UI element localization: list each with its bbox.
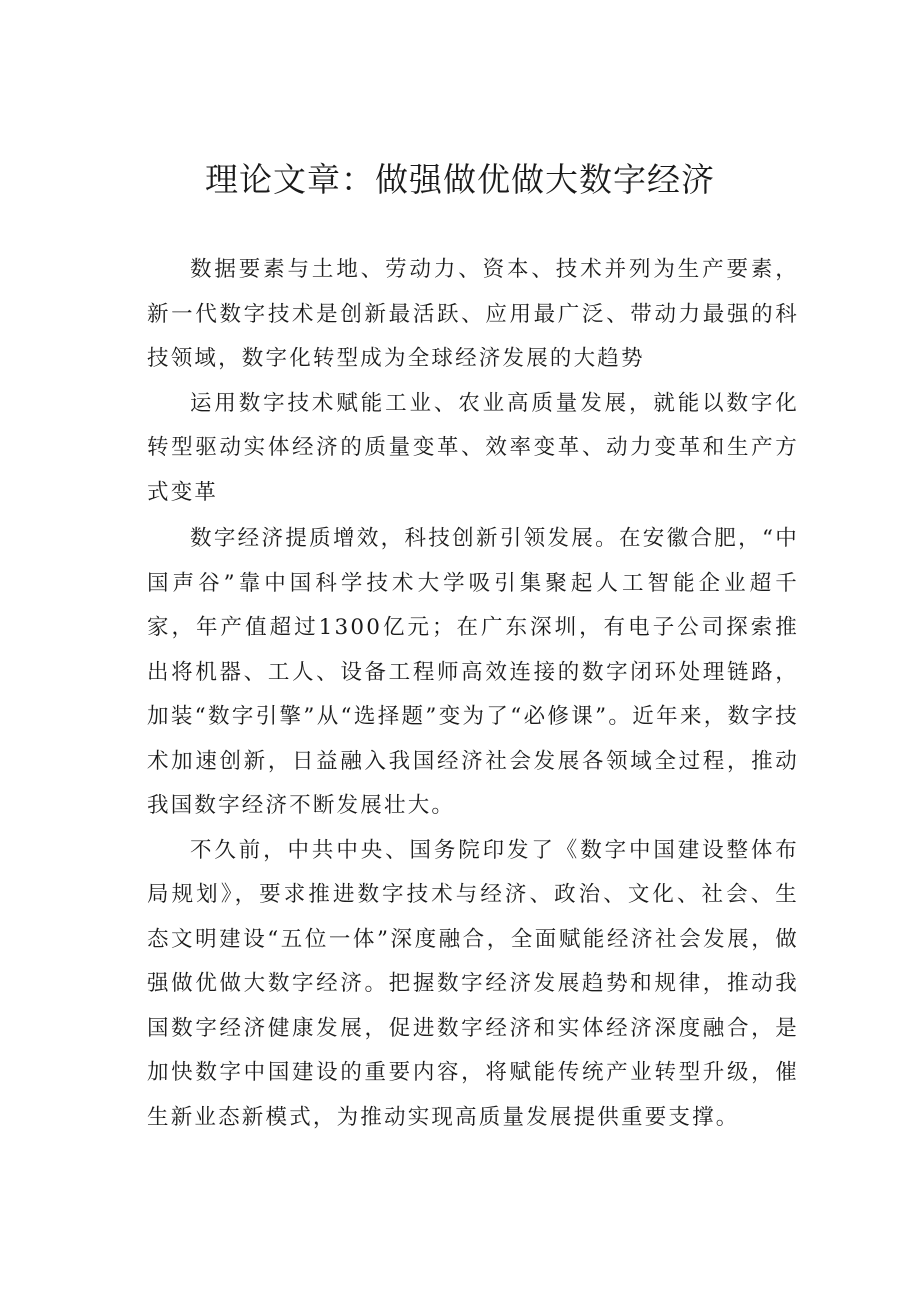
paragraph-2: 运用数字技术赋能工业、农业高质量发展，就能以数字化转型驱动实体经济的质量变革、效率变革、动力变革和生产方式变革 (147, 390, 799, 505)
document-title: 理论文章：做强做优做大数字经济 (205, 160, 715, 199)
paragraph-3: 数字经济提质增效，科技创新引领发展。在安徽合肥，“中国声谷”靠中国科学技术大学吸引集聚起人工智能企业超千家，年产值超过1300亿元；在广东深圳，有电子公司探索推出将机器、工人、设备工程师高效连接的数字闭环处理链路，加装“数字引擎”从“选择题”变为了“必修课”。近年来，数字技术加速创新，日益融入我国经济社会发展各领域全过程，推动我国数字经济不断发展壮大。 (147, 526, 799, 818)
paragraph-1: 数据要素与土地、劳动力、资本、技术并列为生产要素，新一代数字技术是创新最活跃、应用最广泛、带动力最强的科技领域，数字化转型成为全球经济发展的大趋势 (147, 257, 799, 371)
paragraph-4: 不久前，中共中央、国务院印发了《数字中国建设整体布局规划》，要求推进数字技术与经济、政治、文化、社会、生态文明建设“五位一体”深度融合，全面赋能经济社会发展，做强做优做大数字经济。把握数字经济发展趋势和规律，推动我国数字经济健康发展，促进数字经济和实体经济深度融合，是加快数字中国建设的重要内容，将赋能传统产业转型升级，催生新业态新模式，为推动实现高质量发展提供重要支撑。 (147, 837, 799, 1130)
document-body (147, 248, 799, 1140)
